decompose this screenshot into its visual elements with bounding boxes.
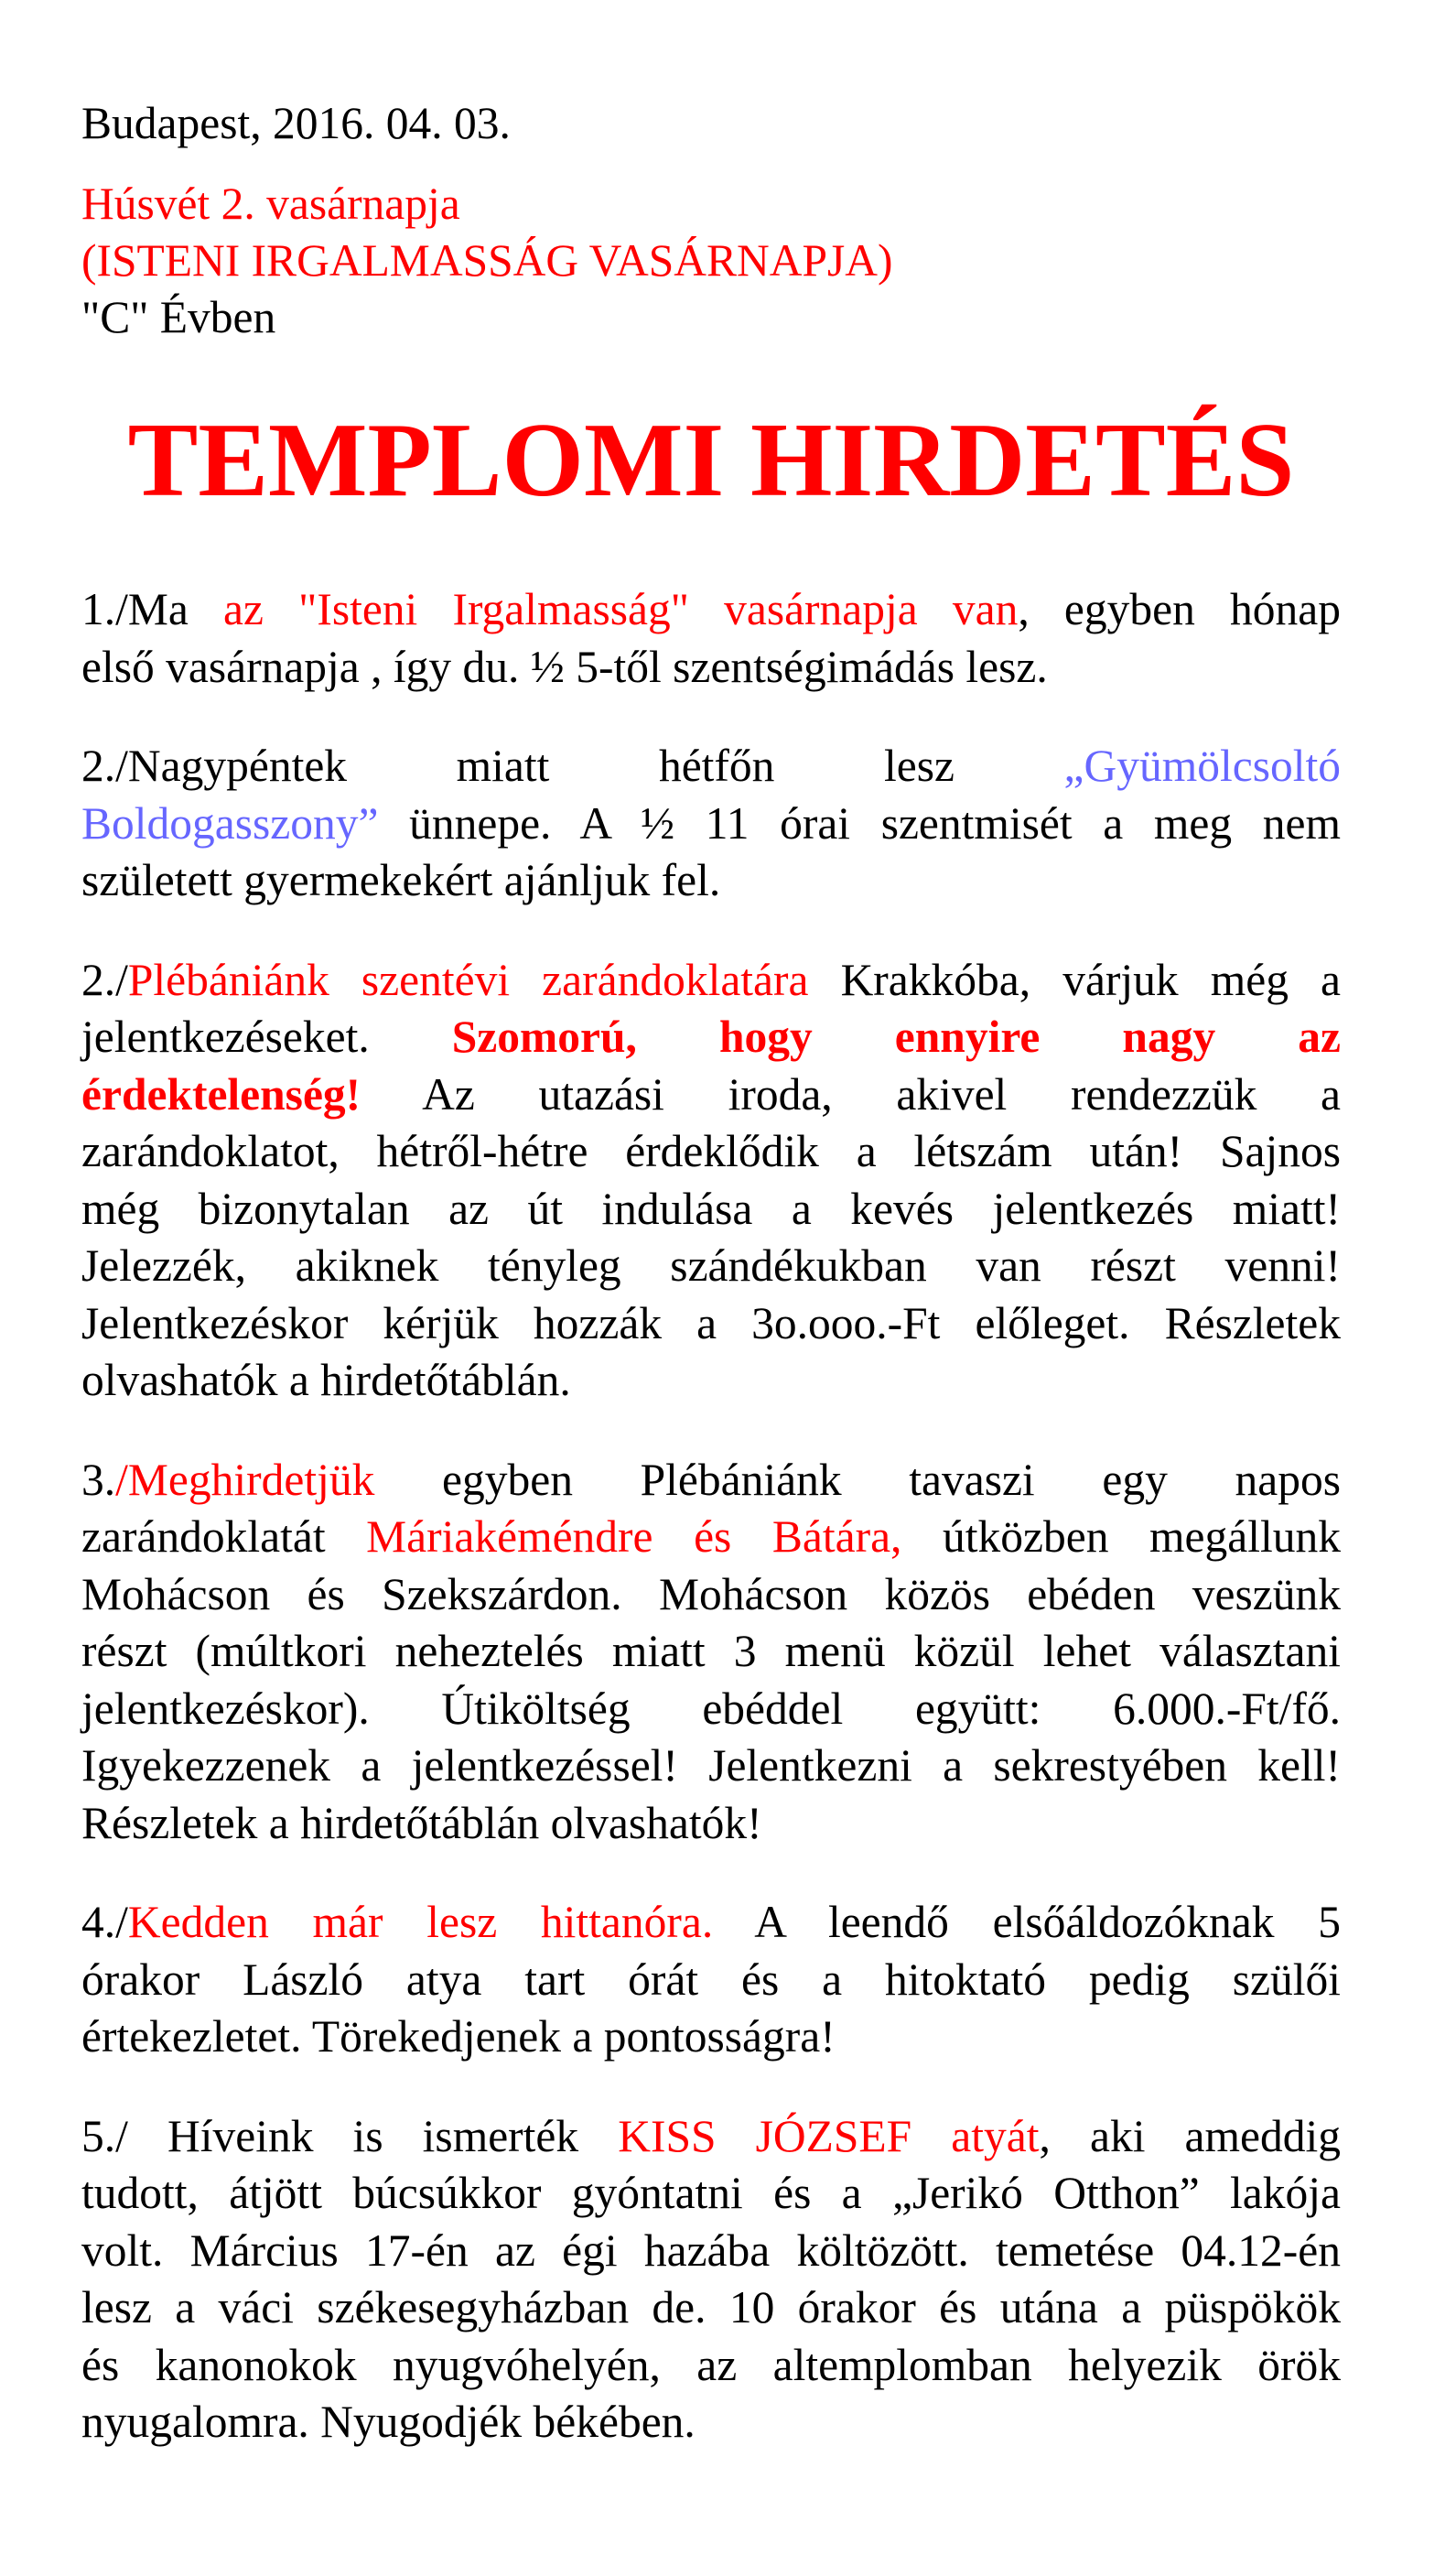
occasion-line: Húsvét 2. vasárnapja: [81, 179, 460, 229]
announcement-paragraph: [81, 738, 1341, 910]
paragraph-line: [81, 2394, 1341, 2452]
text-segment: még bizonytalan az út indulása a kevés jelentkezés miatt!: [81, 1183, 1341, 1234]
text-segment: 1./Ma: [81, 584, 224, 634]
text-segment: ünnepe. A ½ 11 órai szentmisét a meg nem: [378, 797, 1341, 849]
text-segment: , egyben hónap: [1018, 584, 1341, 634]
announcements-body: [81, 581, 1341, 2494]
text-segment: 2./: [81, 954, 128, 1005]
text-segment: Igyekezzenek a jelentkezéssel! Jelentkezni a sekrestyében kell!: [81, 1740, 1341, 1791]
paragraph-line: [81, 2108, 1341, 2166]
paragraph-line: [81, 2223, 1341, 2280]
text-segment: Jelentkezéskor kérjük hozzák a 3o.ooo.-Ft előleget. Részletek: [81, 1297, 1341, 1348]
paragraph-line: [81, 1509, 1341, 1566]
text-segment: első vasárnapja , így du. ½ 5-től szentségimádás lesz.: [81, 641, 1048, 692]
date-line: Budapest, 2016. 04. 03.: [81, 98, 511, 148]
announcement-paragraph: [81, 581, 1341, 696]
paragraph-line: [81, 1795, 1341, 1853]
text-segment: Részletek a hirdetőtáblán olvashatók!: [81, 1797, 762, 1848]
text-segment: jelentkezéskor). Útiköltség ebéddel együtt: 6.000.-Ft/fő.: [81, 1683, 1341, 1734]
text-segment: volt. Március 17-én az égi hazába költözött. temetése 04.12-én: [81, 2224, 1341, 2276]
paragraph-line: [81, 1123, 1341, 1181]
paragraph-line: [81, 1623, 1341, 1681]
text-segment: született gyermekekért ajánljuk fel.: [81, 855, 721, 905]
paragraph-line: [81, 796, 1341, 853]
paragraph-line: [81, 2337, 1341, 2395]
highlighted-text-segment: az "Isteni Irgalmasság" vasárnapja van: [223, 584, 1019, 634]
highlighted-text-segment: KISS JÓZSEF atyát: [618, 2110, 1040, 2161]
page-title: TEMPLOMI HIRDETÉS: [127, 402, 1295, 518]
text-segment: , aki ameddig: [1039, 2110, 1342, 2161]
paragraph-line: [81, 952, 1341, 1010]
highlighted-text-segment: Boldogasszony”: [81, 797, 379, 849]
paragraph-line: [81, 1295, 1341, 1353]
text-segment: 2./Nagypéntek miatt hétfőn lesz: [81, 741, 1064, 791]
text-segment: A leendő elsőáldozóknak 5: [713, 1897, 1341, 1947]
text-segment: Jelezzék, akiknek tényleg szándékukban van részt venni!: [81, 1240, 1341, 1291]
paragraph-line: [81, 1181, 1341, 1239]
paragraph-line: [81, 1452, 1341, 1510]
document-header: [81, 95, 1341, 346]
paragraph-line: [81, 1894, 1341, 1952]
announcement-paragraph: [81, 952, 1341, 1410]
paragraph-line: [81, 2165, 1341, 2223]
paragraph-line: [81, 1737, 1341, 1795]
paragraph-line: [81, 852, 1341, 910]
highlighted-text-segment: érdektelenség!: [81, 1068, 361, 1120]
text-segment: zarándoklatát: [81, 1511, 367, 1562]
text-segment: értekezletet. Törekedjenek a pontosságra!: [81, 2011, 836, 2062]
text-segment: olvashatók a hirdetőtáblán.: [81, 1355, 571, 1405]
text-segment: Az utazási iroda, akivel rendezzük a: [361, 1068, 1341, 1120]
paragraph-line: [81, 1681, 1341, 1738]
text-segment: egyben Plébániánk tavaszi egy napos: [374, 1454, 1341, 1505]
paragraph-line: [81, 1066, 1341, 1124]
text-segment: lesz a váci székesegyházban de. 10 órakor és utána a püspökök: [81, 2282, 1341, 2332]
paragraph-line: [81, 639, 1341, 697]
text-segment: zarándoklatot, hétről-hétre érdeklődik a létszám után! Sajnos: [81, 1126, 1341, 1176]
paragraph-line: [81, 1009, 1341, 1066]
text-segment: részt (múltkori neheztelés miatt 3 menü közül lehet választani: [81, 1626, 1341, 1676]
text-segment: tudott, átjött búcsúkkor gyóntatni és a „Jerikó Otthon” lakója: [81, 2168, 1341, 2218]
text-segment: 5./ Híveink is ismerték: [81, 2110, 619, 2161]
liturgical-year-line: "C" Évben: [81, 292, 276, 342]
paragraph-line: [81, 581, 1341, 639]
occasion-subtitle: (ISTENI IRGALMASSÁG VASÁRNAPJA): [81, 235, 893, 286]
highlighted-text-segment: „Gyümölcsoltó: [1063, 741, 1341, 791]
paragraph-line: [81, 2279, 1341, 2337]
text-segment: Mohácson és Szekszárdon. Mohácson közös ebéden veszünk: [81, 1568, 1341, 1619]
highlighted-text-segment: Kedden már lesz hittanóra.: [127, 1897, 714, 1947]
paragraph-line: [81, 1352, 1341, 1410]
highlighted-text-segment: Szomorú, hogy ennyire nagy az: [451, 1012, 1341, 1062]
text-segment: nyugalomra. Nyugodjék békében.: [81, 2397, 696, 2447]
text-segment: és kanonokok nyugvóhelyén, az altemplomban helyezik örök: [81, 2339, 1341, 2390]
announcement-paragraph: [81, 1894, 1341, 2066]
highlighted-text-segment: Plébániánk szentévi zarándoklatára: [127, 954, 809, 1005]
text-segment: órakor László atya tart órát és a hitoktató pedig szülői: [81, 1954, 1341, 2005]
text-segment: 3.: [81, 1454, 116, 1505]
text-segment: jelentkezéseket.: [81, 1012, 452, 1062]
paragraph-line: [81, 1238, 1341, 1295]
paragraph-line: [81, 1566, 1341, 1624]
text-segment: Krakkóba, várjuk még a: [808, 954, 1341, 1005]
highlighted-text-segment: /Meghirdetjük: [115, 1454, 375, 1505]
paragraph-line: [81, 738, 1341, 796]
announcement-paragraph: [81, 1452, 1341, 1853]
text-segment: 4./: [81, 1897, 128, 1947]
paragraph-line: [81, 2008, 1341, 2066]
text-segment: útközben megállunk: [901, 1511, 1341, 1562]
announcement-paragraph: [81, 2108, 1341, 2452]
highlighted-text-segment: Máriakéméndre és Bátára,: [366, 1511, 902, 1562]
paragraph-line: [81, 1952, 1341, 2009]
